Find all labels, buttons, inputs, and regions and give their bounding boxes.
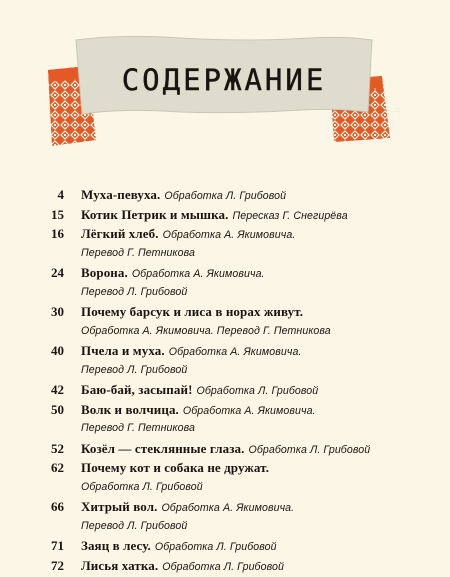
- story-title: Козёл — стеклянные глаза.: [81, 441, 244, 456]
- toc-line: [34, 458, 434, 478]
- story-title: Муха-певуха.: [81, 187, 160, 202]
- toc-line: [34, 439, 434, 459]
- story-title: Ворона.: [81, 265, 128, 280]
- toc-text: [81, 224, 295, 246]
- story-title: Баю-бай, засыпай!: [81, 382, 193, 397]
- toc-line: [34, 361, 434, 381]
- toc-entry: [34, 302, 434, 341]
- toc-line: [34, 283, 434, 303]
- toc-line: [34, 322, 434, 342]
- toc-line: [34, 341, 434, 361]
- toc-line: [34, 556, 434, 576]
- toc-text: [81, 536, 277, 558]
- page-number: 66: [34, 497, 64, 517]
- page-number: 24: [34, 263, 64, 283]
- toc-line: [34, 244, 434, 264]
- story-credit-continued: Перевод Л. Грибовой: [81, 283, 187, 303]
- story-credit-continued: Перевод Г. Петникова: [81, 244, 195, 264]
- page-number: 30: [34, 302, 64, 322]
- story-credit: Обработка Л. Грибовой: [248, 444, 370, 456]
- story-title: Волк и волчица.: [81, 402, 179, 417]
- toc-text: [81, 458, 269, 478]
- toc-entry: [34, 536, 434, 556]
- toc-entry: [34, 185, 434, 205]
- toc-line: [34, 380, 434, 400]
- toc-entry: [34, 400, 434, 439]
- story-credit: Обработка Л. Грибовой: [164, 190, 286, 202]
- toc-entry: [34, 556, 434, 576]
- story-credit: Обработка А. Якимовича.: [183, 405, 316, 417]
- story-credit: Обработка А. Якимовича.: [132, 268, 265, 280]
- story-credit-continued: Перевод Г. Петникова: [81, 419, 195, 439]
- toc-text: [81, 439, 370, 461]
- story-credit-continued: Перевод Л. Грибовой: [81, 361, 187, 381]
- toc-line: [34, 185, 434, 205]
- toc-line: [34, 497, 434, 517]
- story-credit: Обработка Л. Грибовой: [155, 541, 277, 553]
- toc-text: [81, 341, 302, 363]
- story-title: Пчела и муха.: [81, 343, 165, 358]
- page-number: 15: [34, 205, 64, 225]
- toc-line: [34, 536, 434, 556]
- page-number: 40: [34, 341, 64, 361]
- story-credit: Обработка А. Якимовича.: [163, 229, 296, 241]
- toc-line: [34, 478, 434, 498]
- heading-banner: [0, 0, 450, 160]
- page-number: 71: [34, 536, 64, 556]
- toc-text: [81, 263, 265, 285]
- story-credit-continued: Обработка А. Якимовича. Перевод Г. Петникова: [81, 322, 331, 342]
- toc-text: [81, 380, 318, 402]
- story-title: Почему барсук и лиса в норах живут.: [81, 304, 303, 319]
- story-title: Лёгкий хлеб.: [81, 226, 159, 241]
- page-title: СОДЕРЖАНИЕ: [122, 63, 327, 97]
- toc-entry: [34, 224, 434, 263]
- toc-line: [34, 419, 434, 439]
- toc-line: [34, 400, 434, 420]
- page-number: 72: [34, 556, 64, 576]
- toc-text: [81, 205, 348, 227]
- toc-text: [81, 400, 316, 422]
- story-title: Лисья хатка.: [81, 558, 158, 573]
- page-number: 4: [34, 185, 64, 205]
- story-credit: Обработка А. Якимовича.: [169, 346, 302, 358]
- story-credit-continued: Перевод Л. Грибовой: [81, 517, 187, 537]
- toc-text: [81, 556, 284, 577]
- toc-text: [81, 185, 286, 207]
- toc-line: [34, 263, 434, 283]
- page-number: 50: [34, 400, 64, 420]
- page-number: 16: [34, 224, 64, 244]
- toc-text: [81, 302, 303, 322]
- toc-entry: [34, 263, 434, 302]
- story-credit-continued: Обработка Л. Грибовой: [81, 478, 203, 498]
- story-credit: Обработка Л. Грибовой: [197, 385, 319, 397]
- story-credit: Обработка Л. Грибовой: [162, 561, 284, 573]
- toc-entry: [34, 380, 434, 400]
- toc-line: [34, 205, 434, 225]
- toc-entry: [34, 341, 434, 380]
- story-title: Хитрый вол.: [81, 499, 157, 514]
- toc-entry: [34, 458, 434, 497]
- toc-line: [34, 302, 434, 322]
- table-of-contents: [34, 185, 434, 575]
- story-title: Заяц в лесу.: [81, 538, 151, 553]
- toc-entry: [34, 439, 434, 459]
- toc-entry: [34, 205, 434, 225]
- story-title: Котик Петрик и мышка.: [81, 207, 228, 222]
- story-credit: Пересказ Г. Снегирёва: [232, 210, 347, 222]
- toc-text: [81, 497, 294, 519]
- page-number: 62: [34, 458, 64, 478]
- page-number: 52: [34, 439, 64, 459]
- toc-line: [34, 517, 434, 537]
- story-title: Почему кот и собака не дружат.: [81, 460, 269, 475]
- page-number: 42: [34, 380, 64, 400]
- toc-entry: [34, 497, 434, 536]
- toc-line: [34, 224, 434, 244]
- story-credit: Обработка А. Якимовича.: [161, 502, 294, 514]
